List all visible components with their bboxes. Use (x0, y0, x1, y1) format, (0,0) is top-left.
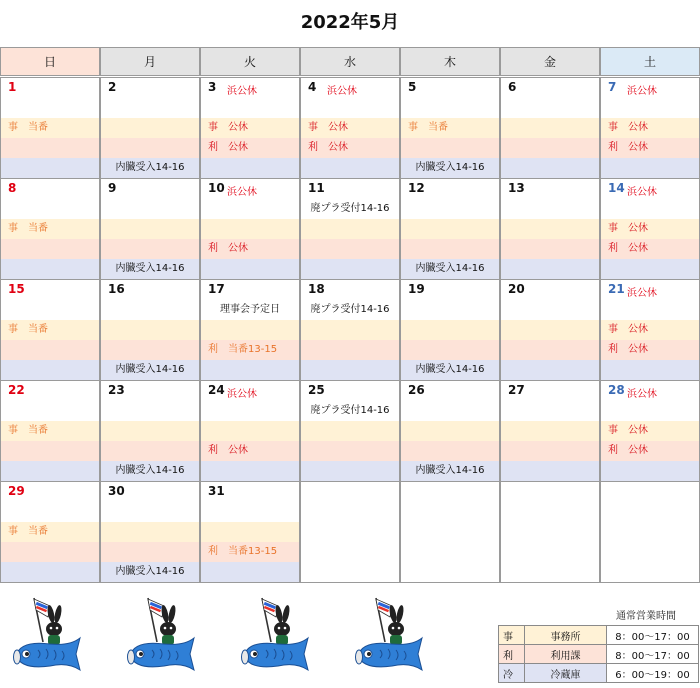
naizo-band (301, 461, 399, 481)
holiday-note: 浜公休 (627, 86, 657, 97)
naizo-note: 内臓受入14-16 (415, 364, 485, 375)
naizo-band (301, 158, 399, 178)
jimu-status: 事 公休 (308, 122, 348, 133)
day-number: 21 (608, 282, 625, 296)
day-cell (400, 380, 500, 482)
jimu-band (101, 118, 199, 138)
day-cell (0, 77, 100, 179)
naizo-band (501, 360, 599, 380)
day-cell (100, 77, 200, 179)
day-cell (500, 77, 600, 179)
holiday-note: 浜公休 (327, 86, 357, 97)
riyo-band (1, 138, 99, 158)
day-number: 14 (608, 181, 625, 195)
jimu-band (101, 421, 199, 441)
riyo-status: 利 公休 (608, 445, 648, 456)
event-note: 廃プラ受付14-16 (310, 304, 390, 315)
legend-hours: 8：00～17：00 (607, 626, 699, 645)
riyo-band (101, 542, 199, 562)
riyo-band (401, 239, 499, 259)
naizo-note: 内臓受入14-16 (115, 162, 185, 173)
day-cell (200, 178, 300, 280)
day-cell (0, 481, 100, 583)
naizo-band (1, 461, 99, 481)
day-cell (300, 380, 400, 482)
day-number: 8 (8, 181, 17, 195)
day-number: 10 (208, 181, 225, 195)
legend-key: 利 (499, 645, 525, 664)
day-cell (100, 178, 200, 280)
day-cell (400, 279, 500, 381)
holiday-note: 浜公休 (227, 389, 257, 400)
riyo-band (101, 239, 199, 259)
day-number: 30 (108, 484, 125, 498)
koinobori-rabbit-icon (10, 596, 82, 678)
day-number: 11 (308, 181, 325, 195)
business-hours-legend (498, 625, 699, 683)
holiday-note: 浜公休 (227, 187, 257, 198)
weekday-header: 日 (0, 47, 100, 76)
event-note: 廃プラ受付14-16 (310, 203, 390, 214)
riyo-band (101, 340, 199, 360)
legend-name: 冷蔵庫 (525, 664, 607, 683)
legend-title: 通常営業時間 (616, 611, 676, 622)
naizo-note: 内臓受入14-16 (415, 465, 485, 476)
naizo-band (201, 360, 299, 380)
riyo-band (1, 441, 99, 461)
riyo-band (1, 239, 99, 259)
legend-name: 利用課 (525, 645, 607, 664)
riyo-band (301, 340, 399, 360)
weekday-header: 土 (600, 47, 700, 76)
day-cell (200, 77, 300, 179)
legend-row (499, 626, 699, 645)
jimu-band (501, 320, 599, 340)
day-number: 20 (508, 282, 525, 296)
riyo-band (101, 441, 199, 461)
jimu-status: 事 公休 (608, 324, 648, 335)
jimu-status: 事 公休 (608, 223, 648, 234)
naizo-band (501, 259, 599, 279)
day-cell (100, 279, 200, 381)
jimu-status: 事 公休 (608, 122, 648, 133)
day-number: 27 (508, 383, 525, 397)
day-cell (600, 380, 700, 482)
naizo-note: 内臓受入14-16 (415, 162, 485, 173)
holiday-note: 浜公休 (227, 86, 257, 97)
weekday-header: 月 (100, 47, 200, 76)
day-number: 7 (608, 80, 617, 94)
jimu-band (201, 219, 299, 239)
riyo-status: 利 公休 (608, 243, 648, 254)
holiday-note: 浜公休 (627, 288, 657, 299)
empty-day-cell (300, 481, 400, 583)
naizo-band (301, 259, 399, 279)
day-number: 9 (108, 181, 117, 195)
riyo-band (301, 441, 399, 461)
naizo-note: 内臓受入14-16 (115, 465, 185, 476)
day-number: 29 (8, 484, 25, 498)
day-number: 16 (108, 282, 125, 296)
riyo-status: 利 当番13-15 (208, 344, 278, 355)
legend-hours: 8：00～17：00 (607, 645, 699, 664)
day-cell (300, 178, 400, 280)
jimu-band (501, 421, 599, 441)
holiday-note: 浜公休 (627, 187, 657, 198)
riyo-band (401, 441, 499, 461)
jimu-band (501, 219, 599, 239)
koinobori-rabbit-icon (352, 596, 424, 678)
naizo-note: 内臓受入14-16 (115, 364, 185, 375)
day-number: 15 (8, 282, 25, 296)
day-number: 31 (208, 484, 225, 498)
day-number: 1 (8, 80, 17, 94)
riyo-status: 利 公休 (208, 243, 248, 254)
jimu-status: 事 公休 (608, 425, 648, 436)
day-cell (0, 380, 100, 482)
jimu-band (201, 421, 299, 441)
legend-hours: 6：00～19：00 (607, 664, 699, 683)
riyo-status: 利 公休 (208, 445, 248, 456)
day-cell (200, 380, 300, 482)
riyo-status: 利 公休 (208, 142, 248, 153)
day-cell (400, 77, 500, 179)
jimu-status: 事 当番 (8, 223, 48, 234)
jimu-band (501, 118, 599, 138)
jimu-status: 事 当番 (8, 122, 48, 133)
jimu-status: 事 当番 (408, 122, 448, 133)
day-cell (500, 380, 600, 482)
naizo-band (201, 158, 299, 178)
naizo-band (601, 158, 699, 178)
koinobori-rabbit-icon (124, 596, 196, 678)
naizo-band (201, 562, 299, 582)
legend-row (499, 664, 699, 683)
naizo-band (1, 360, 99, 380)
naizo-band (1, 562, 99, 582)
riyo-band (501, 441, 599, 461)
koinobori-rabbit-icon (238, 596, 310, 678)
riyo-band (501, 239, 599, 259)
jimu-band (101, 522, 199, 542)
riyo-status: 利 当番13-15 (208, 546, 278, 557)
day-cell (0, 279, 100, 381)
jimu-band (301, 320, 399, 340)
weekday-header: 水 (300, 47, 400, 76)
jimu-status: 事 当番 (8, 324, 48, 335)
jimu-band (401, 219, 499, 239)
riyo-band (501, 340, 599, 360)
jimu-band (101, 320, 199, 340)
legend-key: 冷 (499, 664, 525, 683)
legend-name: 事務所 (525, 626, 607, 645)
event-note: 廃プラ受付14-16 (310, 405, 390, 416)
jimu-band (201, 320, 299, 340)
riyo-status: 利 公休 (308, 142, 348, 153)
riyo-band (501, 138, 599, 158)
weekday-header: 木 (400, 47, 500, 76)
jimu-status: 事 当番 (8, 425, 48, 436)
empty-day-cell (400, 481, 500, 583)
day-number: 24 (208, 383, 225, 397)
day-cell (200, 481, 300, 583)
day-cell (0, 178, 100, 280)
legend-row (499, 645, 699, 664)
event-note: 理事会予定日 (220, 304, 280, 315)
legend-key: 事 (499, 626, 525, 645)
empty-day-cell (600, 481, 700, 583)
day-cell (200, 279, 300, 381)
weekday-header: 火 (200, 47, 300, 76)
day-number: 23 (108, 383, 125, 397)
day-number: 22 (8, 383, 25, 397)
jimu-band (401, 320, 499, 340)
day-number: 4 (308, 80, 317, 94)
naizo-note: 内臓受入14-16 (115, 566, 185, 577)
jimu-band (101, 219, 199, 239)
day-number: 12 (408, 181, 425, 195)
day-cell (600, 279, 700, 381)
naizo-band (501, 158, 599, 178)
day-number: 19 (408, 282, 425, 296)
day-number: 2 (108, 80, 117, 94)
day-number: 26 (408, 383, 425, 397)
naizo-note: 内臓受入14-16 (115, 263, 185, 274)
riyo-band (401, 138, 499, 158)
weekday-header: 金 (500, 47, 600, 76)
day-number: 25 (308, 383, 325, 397)
day-number: 17 (208, 282, 225, 296)
day-number: 28 (608, 383, 625, 397)
jimu-status: 事 公休 (208, 122, 248, 133)
riyo-band (1, 340, 99, 360)
riyo-band (101, 138, 199, 158)
day-number: 13 (508, 181, 525, 195)
day-cell (300, 77, 400, 179)
jimu-band (301, 219, 399, 239)
naizo-band (601, 259, 699, 279)
day-cell (300, 279, 400, 381)
day-number: 18 (308, 282, 325, 296)
naizo-band (1, 158, 99, 178)
day-cell (600, 77, 700, 179)
riyo-band (301, 239, 399, 259)
jimu-band (201, 522, 299, 542)
riyo-status: 利 公休 (608, 142, 648, 153)
riyo-band (401, 340, 499, 360)
holiday-note: 浜公休 (627, 389, 657, 400)
naizo-band (501, 461, 599, 481)
naizo-note: 内臓受入14-16 (415, 263, 485, 274)
riyo-status: 利 公休 (608, 344, 648, 355)
naizo-band (1, 259, 99, 279)
day-cell (100, 481, 200, 583)
naizo-band (601, 360, 699, 380)
day-cell (400, 178, 500, 280)
naizo-band (301, 360, 399, 380)
jimu-band (401, 421, 499, 441)
page-title: 2022年5月 (300, 12, 400, 33)
day-cell (100, 380, 200, 482)
day-number: 5 (408, 80, 417, 94)
riyo-band (1, 542, 99, 562)
empty-day-cell (500, 481, 600, 583)
naizo-band (201, 259, 299, 279)
calendar-grid (0, 47, 700, 586)
jimu-band (301, 421, 399, 441)
naizo-band (601, 461, 699, 481)
day-cell (500, 279, 600, 381)
day-cell (600, 178, 700, 280)
jimu-status: 事 当番 (8, 526, 48, 537)
day-cell (500, 178, 600, 280)
naizo-band (201, 461, 299, 481)
day-number: 3 (208, 80, 217, 94)
day-number: 6 (508, 80, 517, 94)
